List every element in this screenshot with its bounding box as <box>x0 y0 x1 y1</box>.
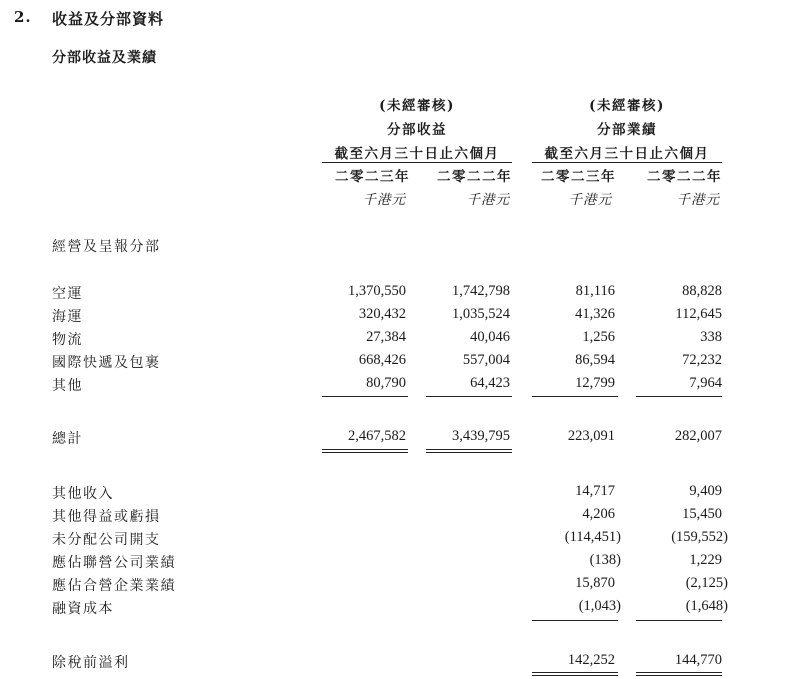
cell-revenue-2022: 40,046 <box>470 329 510 345</box>
revenue-header-rule <box>322 162 512 163</box>
row-label: 融資成本 <box>52 601 114 617</box>
cell-results-2023: 4,206 <box>582 506 615 522</box>
year-header-col4: 二零二二年 <box>647 169 722 185</box>
subtotal-rule-col2 <box>426 396 512 397</box>
pbt-rule-col4 <box>636 620 722 621</box>
row-label: 其他 <box>52 378 83 394</box>
results-header-rule <box>532 162 722 163</box>
row-label: 空運 <box>52 286 83 302</box>
cell-results-2022: 72,232 <box>682 352 722 368</box>
profit-before-tax-2022: 144,770 <box>674 652 722 668</box>
cell-revenue-2022: 1,742,798 <box>452 283 510 299</box>
year-header-col3: 二零二三年 <box>541 169 616 185</box>
cell-results-2022: 1,229 <box>689 552 722 568</box>
results-period-label: 截至六月三十日止六個月 <box>544 146 710 162</box>
unit-col4: 千港元 <box>676 192 720 208</box>
year-header-col2: 二零二二年 <box>437 169 512 185</box>
profit-before-tax-2023: 142,252 <box>567 652 615 668</box>
segment-heading: 經營及呈報分部 <box>52 239 161 255</box>
cell-results-2022: (2,125) <box>685 575 728 591</box>
section-number: 2. <box>14 8 32 26</box>
cell-revenue-2023: 27,384 <box>366 329 406 345</box>
pbt-double-rule-col4 <box>636 672 722 676</box>
section-title: 收益及分部資料 <box>52 10 165 28</box>
results-unaudited-label: (未經審核) <box>589 98 665 114</box>
cell-results-2022: 112,645 <box>675 306 722 322</box>
cell-results-2023: 41,326 <box>575 306 615 322</box>
total-revenue-2023: 2,467,582 <box>348 428 406 444</box>
total-revenue-2022: 3,439,795 <box>452 428 510 444</box>
cell-revenue-2023: 668,426 <box>358 352 406 368</box>
cell-results-2022: 15,450 <box>682 506 722 522</box>
revenue-group-title: 分部收益 <box>387 122 447 138</box>
cell-results-2023: 12,799 <box>575 375 615 391</box>
cell-results-2022: (159,552) <box>671 529 728 545</box>
cell-results-2023: (1,043) <box>578 598 621 614</box>
cell-results-2023: 1,256 <box>582 329 615 345</box>
row-label: 應佔聯營公司業績 <box>52 555 176 571</box>
revenue-unaudited-label: (未經審核) <box>379 98 455 114</box>
profit-before-tax-label: 除稅前溢利 <box>52 655 130 671</box>
cell-results-2023: (114,451) <box>564 529 621 545</box>
row-label: 其他收入 <box>52 486 114 502</box>
cell-results-2022: 7,964 <box>689 375 722 391</box>
total-label: 總計 <box>52 431 83 447</box>
cell-revenue-2023: 320,432 <box>358 306 406 322</box>
cell-revenue-2023: 1,370,550 <box>348 283 406 299</box>
cell-results-2023: 81,116 <box>575 283 615 299</box>
row-label: 國際快遞及包裹 <box>52 355 161 371</box>
cell-results-2022: 88,828 <box>682 283 722 299</box>
cell-results-2022: 338 <box>700 329 722 345</box>
unit-col3: 千港元 <box>568 192 612 208</box>
results-group-title: 分部業績 <box>597 122 657 138</box>
subtotal-rule-col3 <box>532 396 618 397</box>
cell-revenue-2022: 557,004 <box>462 352 510 368</box>
cell-revenue-2023: 80,790 <box>366 375 406 391</box>
cell-results-2023: 14,717 <box>575 483 615 499</box>
cell-revenue-2022: 64,423 <box>470 375 510 391</box>
pbt-double-rule-col3 <box>532 672 618 676</box>
row-label: 應佔合營企業業績 <box>52 578 176 594</box>
cell-revenue-2022: 1,035,524 <box>452 306 510 322</box>
section-subtitle: 分部收益及業績 <box>52 50 157 66</box>
subtotal-rule-col1 <box>322 396 408 397</box>
subtotal-rule-col4 <box>636 396 722 397</box>
unit-col2: 千港元 <box>466 192 510 208</box>
revenue-period-label: 截至六月三十日止六個月 <box>334 146 500 162</box>
total-results-2022: 282,007 <box>674 428 722 444</box>
total-results-2023: 223,091 <box>567 428 615 444</box>
cell-results-2023: (138) <box>589 552 621 568</box>
year-header-col1: 二零二三年 <box>335 169 410 185</box>
cell-results-2022: 9,409 <box>689 483 722 499</box>
row-label: 其他得益或虧損 <box>52 509 161 525</box>
cell-results-2023: 15,870 <box>575 575 615 591</box>
cell-results-2023: 86,594 <box>575 352 615 368</box>
total-double-rule-col2 <box>426 449 512 453</box>
cell-results-2022: (1,648) <box>685 598 728 614</box>
pbt-rule-col3 <box>532 620 618 621</box>
row-label: 未分配公司開支 <box>52 532 161 548</box>
total-double-rule-col1 <box>322 449 408 453</box>
row-label: 海運 <box>52 309 83 325</box>
row-label: 物流 <box>52 332 83 348</box>
unit-col1: 千港元 <box>362 192 406 208</box>
